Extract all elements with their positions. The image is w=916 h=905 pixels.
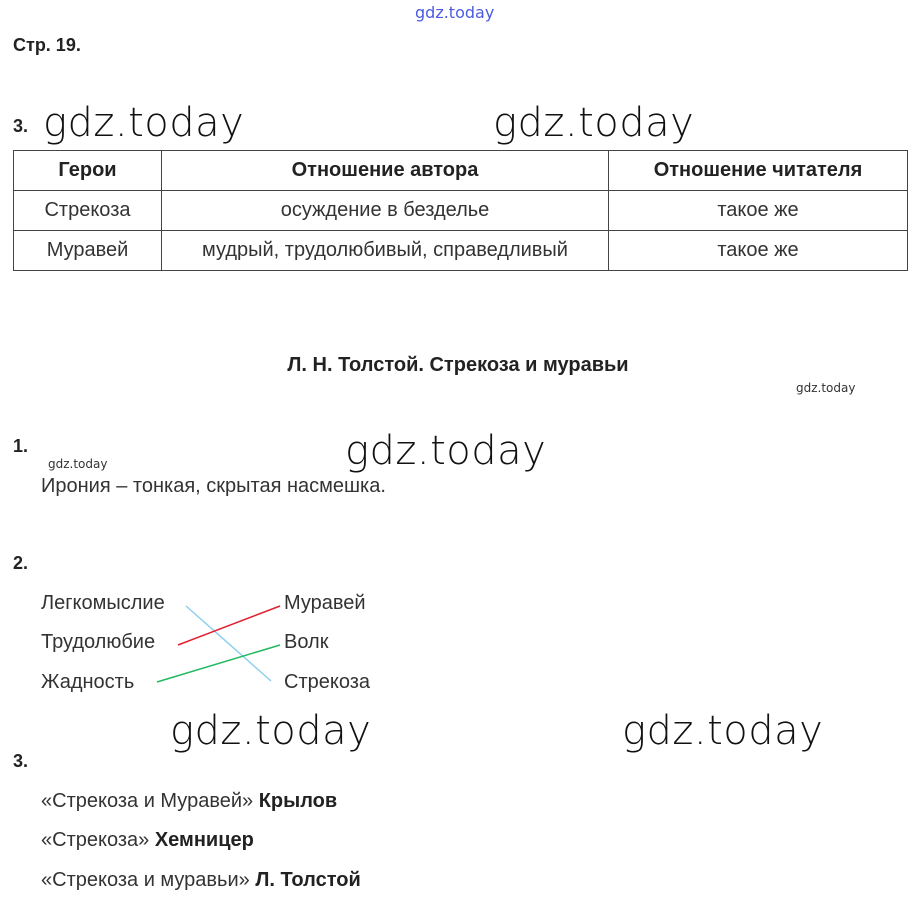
match-line-green bbox=[157, 645, 280, 682]
table-cell: мудрый, трудолюбивый, справедливый bbox=[162, 231, 609, 271]
fable-item bbox=[41, 829, 254, 852]
watermark-large: gdz.today bbox=[345, 428, 547, 474]
task-number: 2. bbox=[13, 553, 29, 573]
quality-item: Легкомыслие bbox=[41, 592, 165, 614]
task-number: 3. bbox=[13, 751, 29, 771]
quality-item: Трудолюбие bbox=[41, 631, 156, 653]
table-cell: такое же bbox=[609, 231, 908, 271]
fable-author: Хемницер bbox=[154, 829, 254, 851]
table-header-cell: Герои bbox=[14, 151, 162, 191]
irony-definition: Ирония – тонкая, скрытая насмешка. bbox=[41, 475, 386, 497]
fable-author: Крылов bbox=[258, 790, 338, 812]
watermark-top: gdz.today bbox=[415, 3, 495, 22]
fable-item bbox=[41, 869, 361, 892]
character-item: Стрекоза bbox=[284, 671, 371, 693]
section-title: Л. Н. Толстой. Стрекоза и муравьи bbox=[287, 354, 629, 376]
fable-item bbox=[41, 790, 337, 813]
watermark-large: gdz.today bbox=[622, 708, 824, 754]
table-cell: Стрекоза bbox=[14, 191, 162, 231]
fable-title: «Стрекоза» bbox=[41, 829, 150, 851]
watermark-large: gdz.today bbox=[43, 100, 245, 146]
table-cell: Муравей bbox=[14, 231, 162, 271]
watermark-large: gdz.today bbox=[493, 100, 695, 146]
fable-title: «Стрекоза и Муравей» bbox=[41, 790, 254, 812]
table-header-cell: Отношение автора bbox=[162, 151, 609, 191]
table-cell: такое же bbox=[609, 191, 908, 231]
table-header-cell: Отношение читателя bbox=[609, 151, 908, 191]
character-item: Волк bbox=[284, 631, 329, 653]
fable-title: «Стрекоза и муравьи» bbox=[41, 869, 250, 891]
watermark-small: gdz.today bbox=[796, 381, 856, 395]
table-cell: осуждение в безделье bbox=[162, 191, 609, 231]
watermark-large: gdz.today bbox=[170, 708, 372, 754]
character-item: Муравей bbox=[284, 592, 366, 614]
task-number: 1. bbox=[13, 436, 29, 456]
page-label: Стр. 19. bbox=[13, 35, 81, 55]
watermark-small: gdz.today bbox=[48, 457, 108, 471]
task-number: 3. bbox=[13, 116, 29, 136]
quality-item: Жадность bbox=[41, 671, 135, 693]
fable-author: Л. Толстой bbox=[255, 869, 361, 891]
